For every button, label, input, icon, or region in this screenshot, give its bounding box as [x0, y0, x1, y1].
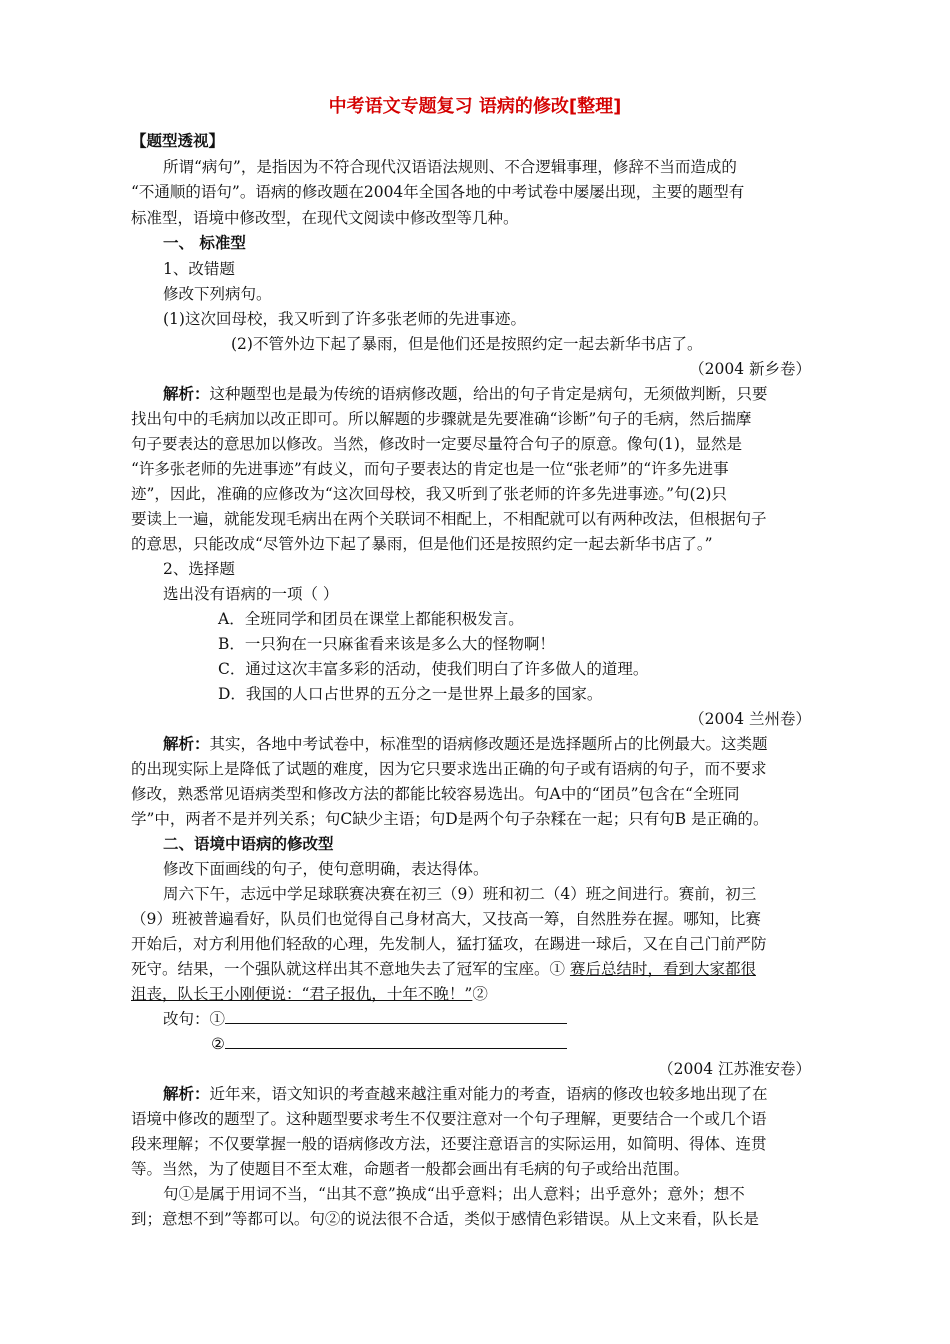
instruction-text: 修改下列病句。: [163, 285, 272, 303]
answer-mark: ①: [209, 1010, 226, 1028]
intro-heading: 【题型透视】: [131, 132, 225, 150]
option-d: D．我国的人口占世界的五分之一是世界上最多的国家。: [218, 685, 603, 703]
option-a: A．全班同学和团员在课堂上都能积极发言。: [218, 610, 524, 628]
source-citation: （2004 新乡卷）: [689, 360, 811, 378]
analysis-paragraph: [163, 734, 853, 756]
analysis-label: 解析：: [163, 1085, 210, 1103]
analysis-line: 的意思，只能改成“尽管外边下起了暴雨，但是他们还是按照约定一起去新华书店了。”: [131, 535, 713, 553]
subsection-heading: 1、改错题: [163, 260, 235, 278]
passage-text: ②: [472, 985, 488, 1003]
analysis-line: 语境中修改的题型了。这种题型要求考生不仅要注意对一个句子理解，更要结合一个或几个语: [131, 1110, 767, 1128]
analysis-line: 句①是属于用词不当，“出其不意”换成“出乎意料；出人意料；出乎意外；意外；想不: [163, 1185, 745, 1203]
option-c: C．通过这次丰富多彩的活动，使我们明白了许多做人的道理。: [218, 660, 649, 678]
answer-mark: ②: [211, 1035, 225, 1053]
page-title: 中考语文专题复习 语病的修改[整理]: [328, 96, 622, 117]
analysis-line: 句子要表达的意思加以修改。当然，修改时一定要尽量符合句子的原意。像句(1)，显然是: [131, 435, 742, 453]
analysis-line: 等。当然，为了使题目不至太难，命题者一般都会画出有毛病的句子或给出范围。: [131, 1160, 690, 1178]
intro-line: 标准型，语境中修改型，在现代文阅读中修改型等几种。: [131, 209, 519, 227]
passage-line: 周六下午，志远中学足球联赛决赛在初三（9）班和初二（4）班之间进行。赛前，初三: [163, 885, 757, 903]
answer-line-2: [211, 1034, 901, 1056]
analysis-line: 要读上一遍，就能发现毛病出在两个关联词不相配上，不相配就可以有两种改法，但根据句子: [131, 510, 767, 528]
analysis-label: 解析：: [163, 735, 210, 753]
instruction-text: 选出没有语病的一项（ ）: [163, 585, 339, 603]
passage-text: 死守。结果，一个强队就这样出其不意地失去了冠军的宝座。①: [131, 960, 570, 978]
instruction-text: 修改下面画线的句子，使句意明确，表达得体。: [163, 860, 489, 878]
question-2: (2)不管外边下起了暴雨，但是他们还是按照约定一起去新华书店了。: [231, 335, 703, 353]
analysis-line: 段来理解；不仅要掌握一般的语病修改方法，还要注意语言的实际运用，如简明、得体、连贯: [131, 1135, 767, 1153]
intro-line: 所谓“病句”，是指因为不符合现代汉语语法规则、不合逻辑事理，修辞不当而造成的: [163, 158, 737, 176]
section1-heading: 一、 标准型: [163, 234, 246, 252]
analysis-line: “许多张老师的先进事迹”有歧义，而句子要表达的肯定也是一位“张老师”的“许多先进事: [131, 460, 729, 478]
answer-blank: [225, 1009, 567, 1024]
analysis-line: 的出现实际上是降低了试题的难度，因为它只要求选出正确的句子或有语病的句子，而不要求: [131, 760, 767, 778]
analysis-line: 到；意想不到”等都可以。句②的说法很不合适，类似于感情色彩错误。从上文来看，队长是: [131, 1210, 759, 1228]
analysis-line: 找出句中的毛病加以改正即可。所以解题的步骤就是先要准确“诊断”句子的毛病，然后揣摩: [131, 410, 752, 428]
analysis-text: 这种题型也是最为传统的语病修改题，给出的句子肯定是病句，无须做判断，只要: [209, 385, 768, 403]
section2-heading: 二、语境中语病的修改型: [163, 835, 334, 853]
source-citation: （2004 江苏淮安卷）: [658, 1060, 811, 1078]
analysis-line: 修改，熟悉常见语病类型和修改方法的都能比较容易选出。句A中的“团员”包含在“全班同: [131, 785, 740, 803]
underlined-sentence: 沮丧，队长王小刚便说：“君子报仇，十年不晚！”: [131, 985, 473, 1003]
analysis-paragraph: [163, 384, 853, 406]
answer-label: 改句：: [163, 1010, 210, 1028]
source-citation: （2004 兰州卷）: [689, 710, 811, 728]
answer-line-1: [163, 1009, 853, 1031]
analysis-line: 迹”，因此，准确的应修改为“这次回母校，我又听到了张老师的许多先进事迹。”句(2)只: [131, 485, 727, 503]
analysis-label: 解析：: [163, 385, 210, 403]
answer-blank: [225, 1034, 567, 1049]
passage-line: [131, 959, 821, 981]
passage-line: [131, 984, 821, 1006]
analysis-text: 其实，各地中考试卷中，标准型的语病修改题还是选择题所占的比例最大。这类题: [209, 735, 768, 753]
underlined-sentence: 赛后总结时，看到大家都很: [569, 960, 756, 978]
analysis-line: 学”中，两者不是并列关系；句C缺少主语；句D是两个句子杂糅在一起；只有句B 是正确的。: [131, 810, 769, 828]
passage-line: 开始后，对方利用他们轻敌的心理，先发制人，猛打猛攻，在踢进一球后，又在自己门前严防: [131, 935, 767, 953]
analysis-paragraph: [163, 1084, 853, 1106]
subsection-heading: 2、选择题: [163, 560, 235, 578]
intro-line: “不通顺的语句”。语病的修改题在2004年全国各地的中考试卷中屡屡出现，主要的题型有: [131, 183, 745, 201]
passage-line: （9）班被普遍看好，队员们也觉得自己身材高大，又技高一筹，自然胜券在握。哪知，比赛: [131, 910, 761, 928]
option-b: B．一只狗在一只麻雀看来该是多么大的怪物啊！: [218, 635, 555, 653]
question-1: (1)这次回母校，我又听到了许多张老师的先进事迹。: [163, 310, 526, 328]
analysis-text: 近年来，语文知识的考查越来越注重对能力的考查，语病的修改也较多地出现了在: [209, 1085, 768, 1103]
